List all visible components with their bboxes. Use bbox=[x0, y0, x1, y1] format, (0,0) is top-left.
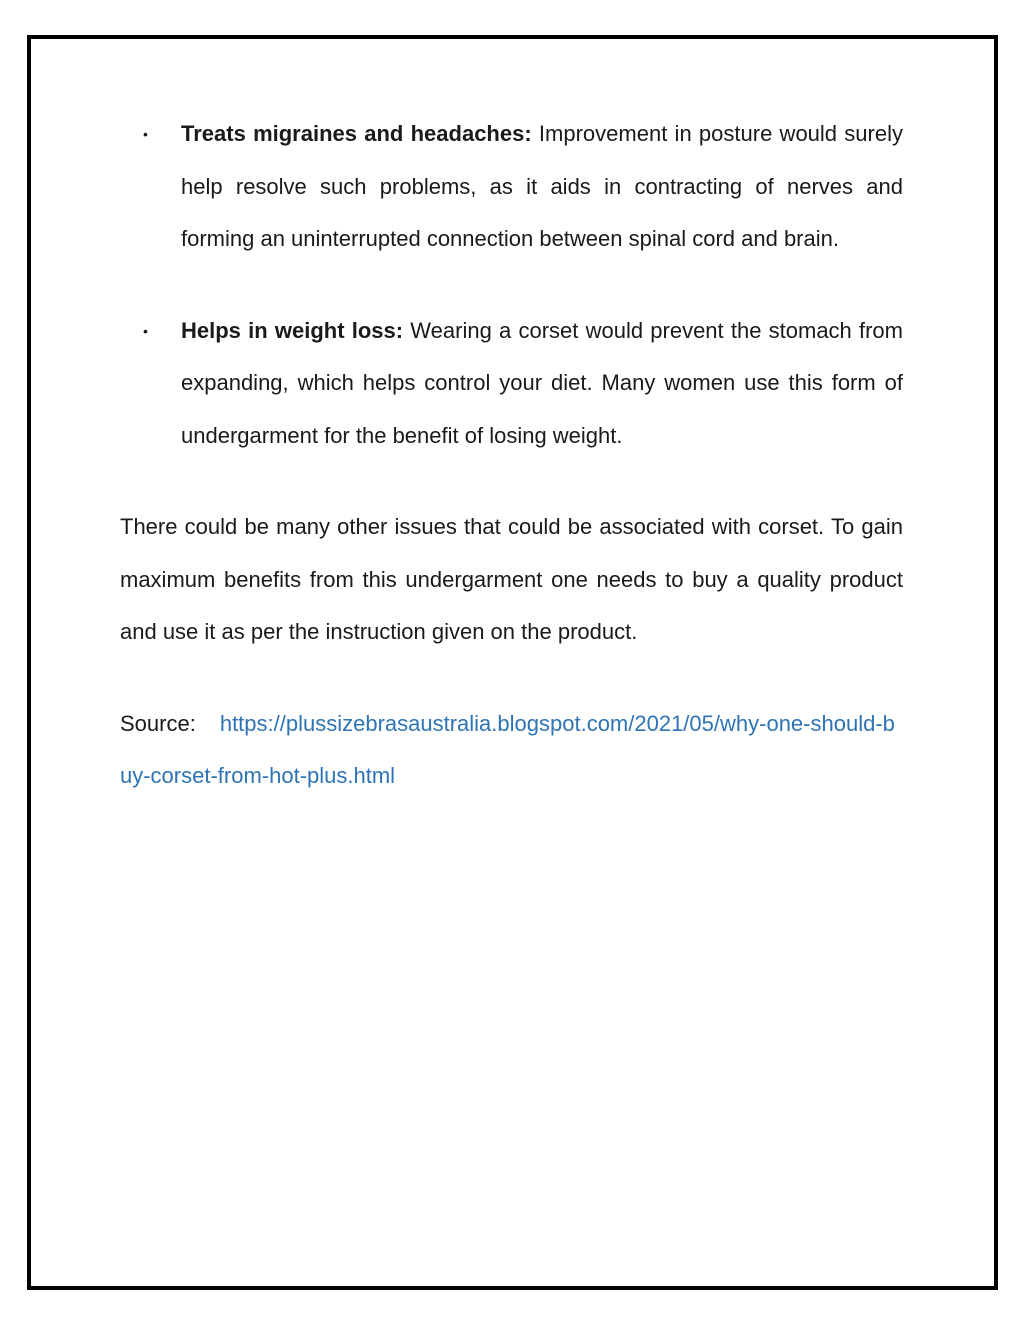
bullet-text: Wearing a corset would prevent the stomach from expanding, which helps control your diet. Many women use this form of undergarment for the benefit of losing weight. bbox=[181, 317, 903, 448]
benefit-list bbox=[120, 108, 903, 462]
bullet-icon: • bbox=[143, 322, 148, 339]
summary-paragraph: There could be many other issues that could be associated with corset. To gain maximum benefits from this undergarment one needs to buy a quality product and use it as per the instruction given on the product. bbox=[120, 514, 903, 644]
source-label: Source: bbox=[120, 710, 196, 736]
bullet-title: Treats migraines and headaches: bbox=[181, 121, 532, 146]
source-line bbox=[120, 698, 903, 803]
bullet-text: Improvement in posture would surely help resolve such problems, as it aids in contracting of nerves and forming an uninterrupted connection between spinal cord and brain. bbox=[181, 121, 903, 251]
source-link[interactable]: https://plussizebrasaustralia.blogspot.com/2021/05/why-one-should-buy-corset-from-hot-plus.html bbox=[120, 710, 895, 788]
bullet-icon: • bbox=[143, 126, 148, 142]
bullet-title: Helps in weight loss: bbox=[181, 317, 404, 343]
document-body bbox=[120, 108, 903, 803]
list-item-migraines bbox=[120, 108, 903, 266]
list-item-weight-loss bbox=[120, 305, 903, 463]
